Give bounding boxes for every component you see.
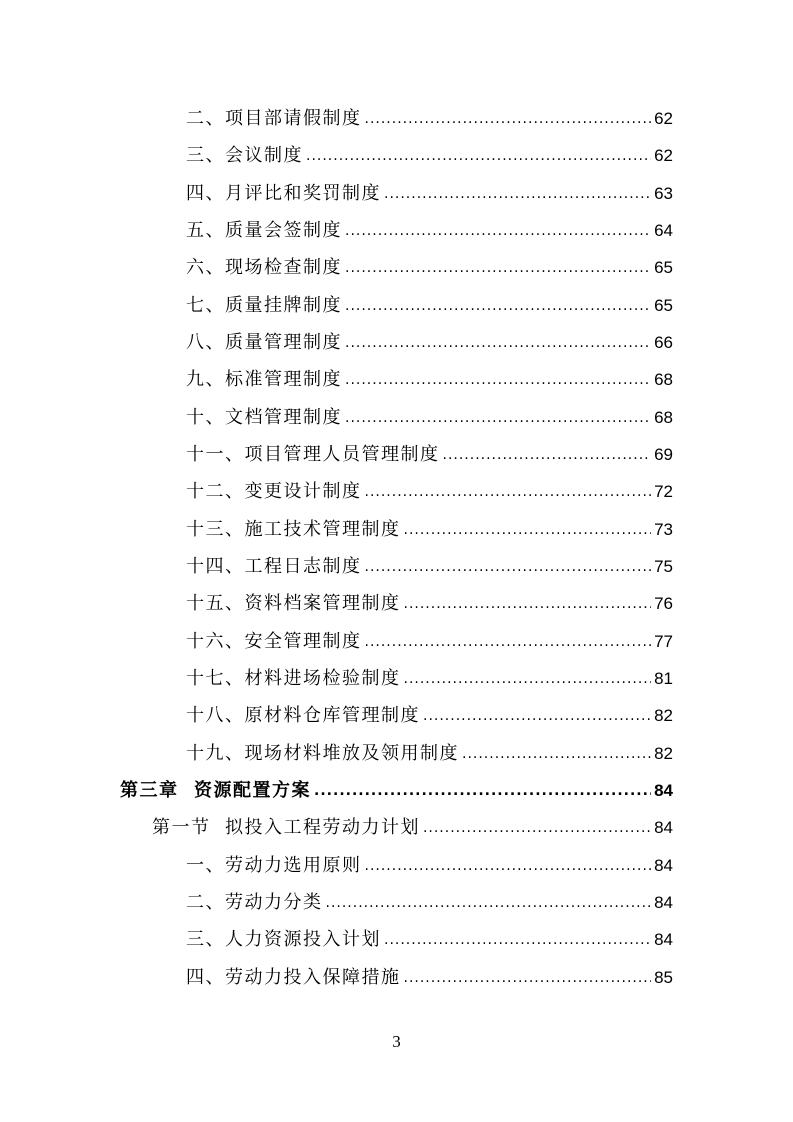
toc-entry-title: 五、质量会签制度 [186,220,342,241]
toc-entry[interactable] [186,589,673,619]
toc-leader-dots [345,403,651,433]
toc-entry-title: 十三、施工技术管理制度 [186,519,401,540]
toc-entry-page: 65 [654,258,673,277]
toc-entry[interactable] [186,291,673,321]
toc-entry[interactable] [186,664,673,694]
toc-entry[interactable] [186,477,673,507]
toc-entry-title: 十八、原材料仓库管理制度 [186,705,420,726]
toc-entry-title: 七、质量挂牌制度 [186,295,342,316]
toc-entry-title: 二、劳动力分类 [186,892,323,913]
toc-leader-dots [345,365,651,395]
toc-entry-title: 六、现场检查制度 [186,257,342,278]
toc-leader-dots [423,701,651,731]
toc-leader-dots [404,664,652,694]
toc-entry-page: 66 [654,333,673,352]
toc-entry[interactable] [186,627,673,657]
toc-leader-dots [365,552,652,582]
toc-entry-title: 九、标准管理制度 [186,369,342,390]
toc-entry-page: 85 [654,968,673,987]
toc-entry-page: 84 [654,856,673,875]
toc-leader-dots [314,776,651,806]
toc-leader-dots [443,440,652,470]
toc-entry[interactable] [186,888,673,918]
toc-entry[interactable] [186,440,673,470]
toc-leader-dots [423,813,651,843]
toc-leader-dots [462,739,651,769]
toc-entry-title: 三、会议制度 [186,145,303,166]
toc-leader-dots [384,925,651,955]
toc-entry-title: 一、劳动力选用原则 [186,855,362,876]
toc-section-entry[interactable] [152,813,673,843]
toc-entry-title: 三、人力资源投入计划 [186,929,381,950]
toc-entry[interactable] [186,515,673,545]
toc-leader-dots [404,589,652,619]
toc-entry-page: 82 [654,744,673,763]
toc-entry-page: 68 [654,370,673,389]
toc-entry-page: 77 [654,632,673,651]
toc-entry[interactable] [186,739,673,769]
toc-entry-page: 62 [654,146,673,165]
page-number: 3 [392,1032,401,1051]
toc-leader-dots [326,888,652,918]
toc-entry-page: 84 [654,930,673,949]
toc-entry-title: 十四、工程日志制度 [186,556,362,577]
toc-entry-title: 二、项目部请假制度 [186,108,362,129]
toc-leader-dots [345,253,651,283]
toc-entry-title: 第一节 拟投入工程劳动力计划 [152,817,420,838]
toc-leader-dots [365,851,652,881]
toc-entry-page: 68 [654,408,673,427]
toc-entry-title: 十九、现场材料堆放及领用制度 [186,743,459,764]
toc-entry-title: 十五、资料档案管理制度 [186,593,401,614]
toc-entry[interactable] [186,963,673,993]
toc-leader-dots [365,477,652,507]
toc-entry-page: 82 [654,706,673,725]
toc-entry-title: 十七、材料进场检验制度 [186,668,401,689]
toc-entry[interactable] [186,179,673,209]
toc-entry[interactable] [186,552,673,582]
toc-entry-page: 81 [654,669,673,688]
toc-leader-dots [345,216,651,246]
toc-entry-title: 四、月评比和奖罚制度 [186,183,381,204]
toc-entry-page: 76 [654,594,673,613]
toc-entry-page: 72 [654,482,673,501]
toc-entry-title: 第三章 资源配置方案 [120,780,312,801]
toc-leader-dots [404,963,652,993]
toc-entry[interactable] [186,328,673,358]
toc-entry-page: 64 [654,221,673,240]
toc-leader-dots [345,291,651,321]
toc-leader-dots [365,104,652,134]
toc-entry-page: 65 [654,296,673,315]
toc-entry[interactable] [186,851,673,881]
toc-entry-page: 75 [654,557,673,576]
toc-entry-page: 63 [654,184,673,203]
toc-entry-title: 八、质量管理制度 [186,332,342,353]
toc-leader-dots [306,141,651,171]
toc-entry[interactable] [186,253,673,283]
toc-leader-dots [384,179,651,209]
toc-entry-page: 62 [654,109,673,128]
toc-entry[interactable] [186,104,673,134]
toc-entry-title: 十二、变更设计制度 [186,481,362,502]
toc-entry[interactable] [186,216,673,246]
toc-entry[interactable] [186,141,673,171]
toc-entry-title: 十一、项目管理人员管理制度 [186,444,440,465]
toc-entry-page: 73 [654,520,673,539]
toc-entry-title: 十、文档管理制度 [186,407,342,428]
toc-entry[interactable] [186,925,673,955]
toc-entry[interactable] [186,701,673,731]
toc-entry[interactable] [186,403,673,433]
toc-chapter-entry[interactable] [120,776,673,806]
toc-leader-dots [404,515,652,545]
toc-entry-page: 84 [654,893,673,912]
toc-entry-page: 84 [654,781,673,800]
toc-entry[interactable] [186,365,673,395]
toc-entry-title: 十六、安全管理制度 [186,631,362,652]
toc-leader-dots [365,627,652,657]
toc-leader-dots [345,328,651,358]
toc-entry-page: 69 [654,445,673,464]
toc-entry-page: 84 [654,818,673,837]
toc-entry-title: 四、劳动力投入保障措施 [186,967,401,988]
